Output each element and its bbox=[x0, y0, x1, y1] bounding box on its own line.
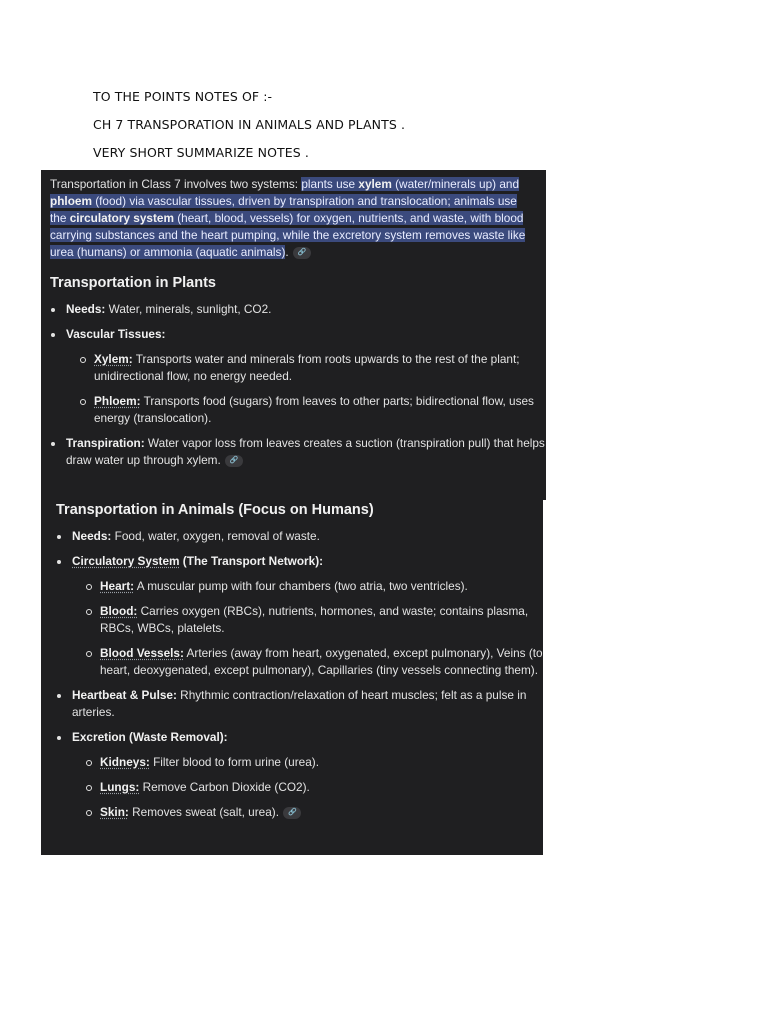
intro-highlight-segment: xylem bbox=[358, 177, 392, 191]
list-item-needs bbox=[50, 301, 546, 318]
list-item-blood bbox=[72, 603, 543, 637]
link-icon[interactable] bbox=[293, 247, 311, 259]
xylem-text: Transports water and minerals from roots upwards to the rest of the plant; unidirectional flow, no energy needed. bbox=[94, 352, 520, 383]
lungs-text: Remove Carbon Dioxide (CO2). bbox=[139, 780, 310, 794]
circulatory-sublist bbox=[72, 578, 543, 679]
list-item-transpiration bbox=[50, 435, 546, 469]
list-item-excretion bbox=[56, 729, 543, 821]
intro-highlight-segment: plants use bbox=[301, 177, 359, 191]
plants-screenshot-panel bbox=[41, 170, 546, 500]
plants-list bbox=[50, 301, 546, 469]
vascular-sublist bbox=[66, 351, 546, 427]
notes-heading-line-3: VERY SHORT SUMMARIZE NOTES . bbox=[93, 145, 309, 160]
xylem-label[interactable]: Xylem: bbox=[94, 352, 133, 366]
skin-text: Removes sweat (salt, urea). bbox=[128, 805, 279, 819]
list-item-circulatory-system bbox=[56, 553, 543, 679]
vascular-label: Vascular Tissues: bbox=[66, 327, 166, 341]
list-item-vascular-tissues bbox=[50, 326, 546, 427]
circulatory-suffix: (The Transport Network): bbox=[179, 554, 324, 568]
list-item-skin bbox=[72, 804, 543, 821]
notes-heading-line-2: CH 7 TRANSPORATION IN ANIMALS AND PLANTS . bbox=[93, 117, 406, 132]
heartbeat-text: Rhythmic contraction/relaxation of heart muscles; felt as a pulse in arteries. bbox=[72, 688, 527, 719]
list-item-xylem bbox=[66, 351, 546, 385]
excretion-sublist bbox=[72, 754, 543, 821]
transpiration-label: Transpiration: bbox=[66, 436, 145, 450]
intro-highlight-segment: circulatory system bbox=[69, 211, 174, 225]
circulatory-label[interactable]: Circulatory System bbox=[72, 554, 180, 568]
needs-text: Food, water, oxygen, removal of waste. bbox=[111, 529, 320, 543]
heart-label[interactable]: Heart: bbox=[100, 579, 135, 593]
intro-highlight-segment: phloem bbox=[50, 194, 92, 208]
list-item-kidneys bbox=[72, 754, 543, 771]
needs-label: Needs: bbox=[72, 529, 112, 543]
intro-paragraph bbox=[50, 176, 528, 261]
vessels-label[interactable]: Blood Vessels: bbox=[100, 646, 184, 660]
list-item-heart bbox=[72, 578, 543, 595]
needs-label: Needs: bbox=[66, 302, 106, 316]
link-icon[interactable] bbox=[283, 807, 301, 819]
list-item-heartbeat bbox=[56, 687, 543, 721]
heart-text: A muscular pump with four chambers (two atria, two ventricles). bbox=[134, 579, 468, 593]
list-item-lungs bbox=[72, 779, 543, 796]
intro-highlight-segment: (heart, blood, vessels) for oxygen, nutrients, and waste, with blood carrying substances and the heart pumping, while the excretory system removes waste like urea (humans) or ammonia (aquatic animals) bbox=[50, 211, 526, 259]
intro-end: . bbox=[285, 245, 289, 259]
heartbeat-label: Heartbeat & Pulse: bbox=[72, 688, 177, 702]
phloem-label[interactable]: Phloem: bbox=[94, 394, 141, 408]
excretion-label: Excretion (Waste Removal): bbox=[72, 730, 228, 744]
kidneys-text: Filter blood to form urine (urea). bbox=[149, 755, 319, 769]
blood-text: Carries oxygen (RBCs), nutrients, hormones, and waste; contains plasma, RBCs, WBCs, platelets. bbox=[100, 604, 529, 635]
vessels-text: Arteries (away from heart, oxygenated, except pulmonary), Veins (to heart, deoxygenated, except pulmonary), Capillaries (tiny vessels connecting them). bbox=[100, 646, 543, 677]
animals-list bbox=[56, 528, 543, 821]
notes-heading-line-1: TO THE POINTS NOTES OF :- bbox=[93, 89, 273, 104]
plants-section-title: Transportation in Plants bbox=[50, 275, 216, 291]
list-item-phloem bbox=[66, 393, 546, 427]
intro-plain-text: Transportation in Class 7 involves two systems: bbox=[50, 177, 302, 191]
needs-text: Water, minerals, sunlight, CO2. bbox=[105, 302, 272, 316]
animals-section-title: Transportation in Animals (Focus on Humans) bbox=[56, 502, 374, 518]
link-icon[interactable] bbox=[225, 455, 243, 467]
phloem-text: Transports food (sugars) from leaves to other parts; bidirectional flow, uses energy (translocation). bbox=[94, 394, 534, 425]
lungs-label[interactable]: Lungs: bbox=[100, 780, 140, 794]
intro-highlight-segment: (food) via vascular tissues, driven by transpiration and translocation; animals use the bbox=[50, 194, 517, 225]
list-item-blood-vessels bbox=[72, 645, 543, 679]
skin-label[interactable]: Skin: bbox=[100, 805, 129, 819]
animals-screenshot-panel bbox=[41, 500, 543, 855]
blood-label[interactable]: Blood: bbox=[100, 604, 138, 618]
intro-highlight-segment: (water/minerals up) and bbox=[391, 177, 520, 191]
list-item-needs bbox=[56, 528, 543, 545]
transpiration-text: Water vapor loss from leaves creates a suction (transpiration pull) that helps draw water up through xylem. bbox=[66, 436, 545, 467]
kidneys-label[interactable]: Kidneys: bbox=[100, 755, 150, 769]
